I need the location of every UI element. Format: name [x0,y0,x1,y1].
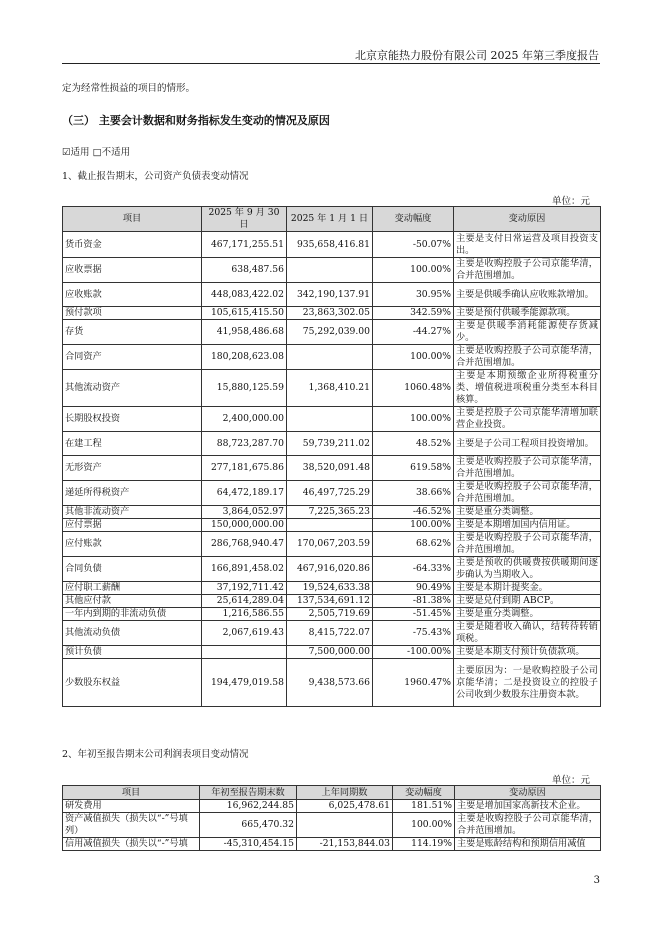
balance-sheet-subtitle: 1、截止报告期末，公司资产负债表变动情况 [62,171,249,182]
item-cell: 其他流动负债 [63,621,202,646]
reason-cell: 主要是增加国家高新技术企业。 [455,800,601,813]
change-cell: 100.00% [373,345,454,370]
table-row [63,582,601,595]
change-cell: -100.00% [373,646,454,659]
reason-cell: 主要是供暖季消耗能源使存货减少。 [454,320,601,345]
change-cell: 90.49% [373,582,454,595]
table-row [63,532,601,557]
value-cell-b: 19,524,633.38 [287,582,373,595]
change-cell: 100.00% [373,258,454,283]
col-header-start-date: 2025 年 1 月 1 日 [287,207,373,232]
value-cell-a: 150,000,000.00 [202,519,287,532]
reason-cell: 主要是控股子公司京能华清增加联营企业投资。 [454,407,601,432]
change-cell: 38.66% [373,481,454,506]
col-header-reason: 变动原因 [454,207,601,232]
applicable-line [62,144,130,158]
item-cell: 预付款项 [63,307,202,320]
reason-cell: 主要是本期支付预计负债款项。 [454,646,601,659]
balance-sheet-change-table [62,206,601,707]
table-row [63,557,601,582]
item-cell: 递延所得税资产 [63,481,202,506]
section-title: （三） 主要会计数据和财务指标发生变动的情况及原因 [62,114,330,127]
value-cell-b: 46,497,725.29 [287,481,373,506]
value-cell-b [287,345,373,370]
reason-cell: 主要是随着收入确认，结转待转销项税。 [454,621,601,646]
table-row [63,345,601,370]
not-applicable-label: 不适用 [101,147,131,158]
col-header-prior-year: 上年同期数 [297,786,393,800]
value-cell-b [287,519,373,532]
table-row [63,608,601,621]
table-row [63,659,601,707]
item-cell: 无形资产 [63,456,202,481]
intro-tail-text: 定为经常性损益的项目的情形。 [62,83,196,94]
value-cell-a: 15,880,125.59 [202,370,287,407]
col-header-reason: 变动原因 [455,786,601,800]
item-cell: 货币资金 [63,232,202,258]
change-cell: 114.19% [393,838,455,851]
reason-cell: 主要是收购控股子公司京能华清，合并范围增加。 [454,532,601,557]
item-cell: 存货 [63,320,202,345]
value-cell-b: 8,415,722.07 [287,621,373,646]
change-cell: 48.52% [373,432,454,456]
applicable-label: 适用 [70,147,90,158]
item-cell: 资产减值损失（损失以“-”号填列） [63,813,200,838]
table-row [63,456,601,481]
value-cell-a: 665,470.32 [200,813,297,838]
item-cell: 信用减值损失（损失以“-”号填 [63,838,200,851]
change-cell: 619.58% [373,456,454,481]
value-cell-b: 342,190,137.91 [287,283,373,307]
change-cell: 68.62% [373,532,454,557]
value-cell-a: 277,181,675.86 [202,456,287,481]
reason-cell: 主要是预收的供暖费按供暖期间逐步确认为当期收入。 [454,557,601,582]
table-row [63,320,601,345]
header-rule [62,63,600,64]
col-header-ytd: 年初至报告期末数 [200,786,297,800]
change-cell: 100.00% [373,407,454,432]
change-cell: -81.38% [373,595,454,608]
table-row [63,519,601,532]
table-row [63,283,601,307]
value-cell-a: 105,615,415.50 [202,307,287,320]
reason-cell: 主要是收购控股子公司京能华清，合并范围增加。 [454,481,601,506]
reason-cell: 主要是重分类调整。 [454,506,601,519]
table-row [63,813,601,838]
item-cell: 预计负债 [63,646,202,659]
table-row [63,407,601,432]
col-header-change: 变动幅度 [393,786,455,800]
table-row [63,432,601,456]
change-cell: -75.43% [373,621,454,646]
change-cell: -44.27% [373,320,454,345]
change-cell: -64.33% [373,557,454,582]
reason-cell: 主要是本期计提奖金。 [454,582,601,595]
value-cell-b [287,407,373,432]
value-cell-a: 88,723,287.70 [202,432,287,456]
value-cell-a: -45,310,454.15 [200,838,297,851]
reason-cell: 主要是本期预缴企业所得税重分类、增值税进项税重分类至本科目核算。 [454,370,601,407]
value-cell-a: 638,487.56 [202,258,287,283]
change-cell: 1060.48% [373,370,454,407]
value-cell-b: 23,863,302.05 [287,307,373,320]
reason-cell: 主要是兑付到期 ABCP。 [454,595,601,608]
table-row [63,595,601,608]
value-cell-b: 9,438,573.66 [287,659,373,707]
table-row [63,307,601,320]
unit-label: 单位：元 [551,196,590,207]
reason-cell: 主要是收购控股子公司京能华清，合并范围增加。 [454,345,601,370]
value-cell-a: 166,891,458.02 [202,557,287,582]
reason-cell: 主要原因为：一是收购控股子公司京能华清；二是投资设立的控股子公司收到少数股东注册资本款。 [454,659,601,707]
value-cell-a: 467,171,255.51 [202,232,287,258]
value-cell-b: 6,025,478.61 [297,800,393,813]
page-number: 3 [593,875,600,886]
value-cell-a: 3,864,052.97 [202,506,287,519]
value-cell-b: 7,225,365.23 [287,506,373,519]
page-header [0,0,662,66]
change-cell: -46.52% [373,506,454,519]
reason-cell: 主要是收购控股子公司京能华清，合并范围增加。 [454,258,601,283]
value-cell-a: 286,768,940.47 [202,532,287,557]
table-row [63,370,601,407]
reason-cell: 主要是收购控股子公司京能华清，合并范围增加。 [455,813,601,838]
reason-cell: 主要是账龄结构和预期信用减值 [455,838,601,851]
item-cell: 应付票据 [63,519,202,532]
change-cell: 1960.47% [373,659,454,707]
table-row [63,646,601,659]
value-cell-b: 75,292,039.00 [287,320,373,345]
reason-cell: 主要是收购控股子公司京能华清，合并范围增加。 [454,456,601,481]
change-cell: 100.00% [373,519,454,532]
item-cell: 长期股权投资 [63,407,202,432]
value-cell-b: 38,520,091.48 [287,456,373,481]
table-row [63,232,601,258]
change-cell: 100.00% [393,813,455,838]
value-cell-b [297,813,393,838]
value-cell-a: 448,083,422.02 [202,283,287,307]
value-cell-a: 25,614,289.04 [202,595,287,608]
value-cell-b: 467,916,020.86 [287,557,373,582]
value-cell-b: 137,534,691.12 [287,595,373,608]
table-row [63,800,601,813]
value-cell-b [287,258,373,283]
change-cell: 181.51% [393,800,455,813]
item-cell: 在建工程 [63,432,202,456]
table-row [63,621,601,646]
change-cell: -50.07% [373,232,454,258]
reason-cell: 主要是本期增加国内信用证。 [454,519,601,532]
reason-cell: 主要是子公司工程项目投资增加。 [454,432,601,456]
item-cell: 应收账款 [63,283,202,307]
value-cell-a: 41,958,486.68 [202,320,287,345]
value-cell-a: 64,472,189.17 [202,481,287,506]
value-cell-b: 170,067,203.59 [287,532,373,557]
change-cell: -51.45% [373,608,454,621]
table-row [63,258,601,283]
value-cell-b: 7,500,000.00 [287,646,373,659]
col-header-change: 变动幅度 [373,207,454,232]
reason-cell: 主要是支付日常运营及项目投资支出。 [454,232,601,258]
income-statement-change-table [62,785,601,851]
change-cell: 342.59% [373,307,454,320]
col-header-item: 项目 [63,786,200,800]
value-cell-a: 180,208,623.08 [202,345,287,370]
value-cell-a: 16,962,244.85 [200,800,297,813]
col-header-end-date: 2025 年 9 月 30 日 [202,207,287,232]
table-row [63,506,601,519]
income-statement-subtitle: 2、年初至报告期末公司利润表项目变动情况 [62,749,249,760]
value-cell-b: 2,505,719.69 [287,608,373,621]
value-cell-a [202,646,287,659]
item-cell: 研发费用 [63,800,200,813]
item-cell: 一年内到期的非流动负债 [63,608,202,621]
reason-cell: 主要是供暖季确认应收账款增加。 [454,283,601,307]
item-cell: 其他非流动资产 [63,506,202,519]
col-header-item: 项目 [63,207,202,232]
report-title: 北京京能热力股份有限公司 2025 年第三季度报告 [355,49,599,62]
value-cell-b: 59,739,211.02 [287,432,373,456]
item-cell: 合同负债 [63,557,202,582]
value-cell-a: 37,192,711.42 [202,582,287,595]
change-cell: 30.95% [373,283,454,307]
checked-box-icon: ☑ [62,147,71,158]
unit-label-2: 单位：元 [551,775,590,786]
value-cell-b: 935,658,416.81 [287,232,373,258]
item-cell: 合同资产 [63,345,202,370]
value-cell-a: 2,400,000.00 [202,407,287,432]
value-cell-a: 1,216,586.55 [202,608,287,621]
unchecked-box-icon: □ [92,147,102,158]
item-cell: 应付账款 [63,532,202,557]
item-cell: 应收票据 [63,258,202,283]
value-cell-b: 1,368,410.21 [287,370,373,407]
item-cell: 其他流动资产 [63,370,202,407]
reason-cell: 主要是重分类调整。 [454,608,601,621]
reason-cell: 主要是预付供暖季能源款项。 [454,307,601,320]
item-cell: 应付职工薪酬 [63,582,202,595]
value-cell-b: -21,153,844.03 [297,838,393,851]
value-cell-a: 194,479,019.58 [202,659,287,707]
table-row [63,481,601,506]
table-row [63,838,601,851]
item-cell: 其他应付款 [63,595,202,608]
value-cell-a: 2,067,619.43 [202,621,287,646]
item-cell: 少数股东权益 [63,659,202,707]
